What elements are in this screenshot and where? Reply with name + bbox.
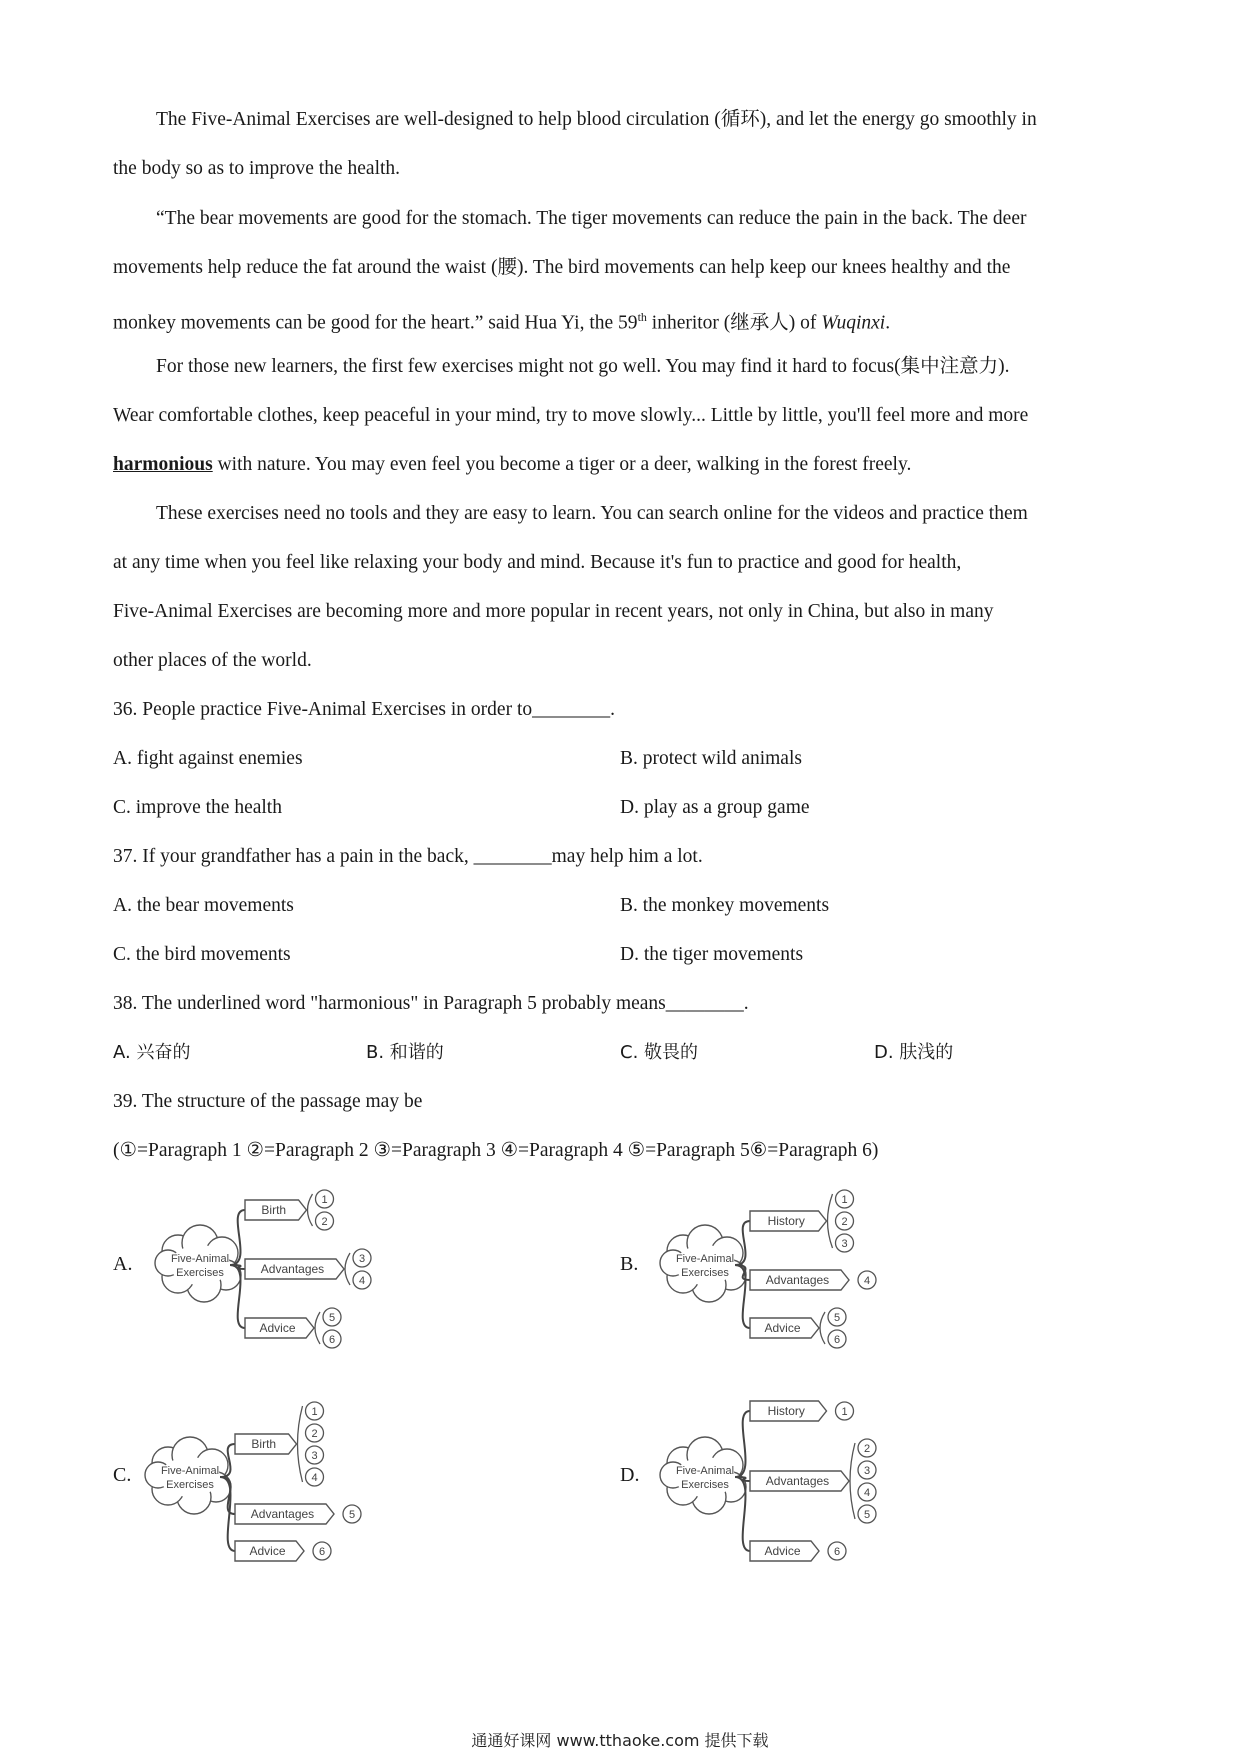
cloud-node (155, 1225, 241, 1302)
cloud-fill (675, 1457, 735, 1497)
branch-label: Advantages (250, 1507, 315, 1521)
branch-label: History (767, 1214, 805, 1228)
cloud-node (660, 1225, 746, 1302)
option-b[interactable]: B. the monkey movements (620, 895, 830, 916)
paragraph-number: 5 (833, 1312, 841, 1324)
superscript: th (637, 310, 647, 324)
underlined-keyword: harmonious (113, 454, 213, 475)
mind-map-c (145, 1382, 405, 1572)
mind-map-a (155, 1180, 415, 1350)
branch-label: Advantages (260, 1262, 325, 1276)
passage-line: For those new learners, the first few exercises might not go well. You may find it hard to focus(集中注意力). (156, 356, 1010, 377)
mind-map-b (660, 1180, 920, 1350)
paragraph-number: 2 (841, 1216, 848, 1228)
branch-label: Birth (251, 1437, 277, 1451)
option-b[interactable]: B. (620, 1253, 639, 1275)
center-label: Five-Animal (160, 1465, 220, 1477)
cloud-fill (160, 1457, 220, 1497)
paragraph-number: 3 (841, 1238, 848, 1250)
paragraph-number: 3 (311, 1450, 318, 1462)
paragraph-number: 5 (348, 1509, 356, 1521)
branch-label: Advantages (765, 1474, 830, 1488)
option-d[interactable]: D. 肤浅的 (874, 1042, 954, 1063)
question-stem: 36. People practice Five-Animal Exercises in order to________. (113, 699, 615, 720)
center-label: Exercises (681, 1479, 729, 1491)
cloud-node (145, 1437, 231, 1514)
passage-line: Wear comfortable clothes, keep peaceful in your mind, try to move slowly... Little by little, you'll feel more and more (113, 405, 1029, 426)
passage-line: at any time when you feel like relaxing your body and mind. Because it's fun to practice and good for health, (113, 552, 962, 573)
option-c[interactable]: C. (113, 1464, 132, 1486)
branch-label: Advice (764, 1321, 801, 1335)
mind-map-d (660, 1382, 950, 1572)
cloud-fill (675, 1245, 735, 1285)
passage-line (113, 453, 911, 477)
paragraph-number: 6 (328, 1334, 336, 1346)
paragraph-number: 4 (358, 1275, 366, 1287)
passage-line: other places of the world. (113, 650, 312, 671)
paragraph-number: 5 (863, 1509, 871, 1521)
brace-line (298, 1406, 303, 1482)
center-label: Exercises (681, 1267, 729, 1279)
text-span: with nature. You may even feel you become a tiger or a deer, walking in the forest freely. (212, 454, 912, 475)
passage-line: These exercises need no tools and they are easy to learn. You can search online for the videos and practice them (156, 503, 1028, 524)
brace-line (308, 1194, 313, 1226)
option-c[interactable]: C. 敬畏的 (620, 1042, 699, 1063)
center-label: Five-Animal (675, 1253, 735, 1265)
footer-credit: 通通好课网 www.tthaoke.com 提供下载 (471, 1731, 769, 1750)
brace-line (820, 1312, 825, 1344)
branch-label: Birth (261, 1203, 287, 1217)
passage-line (113, 305, 890, 336)
paragraph-number: 5 (328, 1312, 336, 1324)
paragraph-number: 6 (833, 1546, 841, 1558)
option-c[interactable]: C. the bird movements (113, 944, 291, 965)
brace-line (850, 1443, 855, 1519)
brace-line (345, 1253, 350, 1285)
question-stem: 37. If your grandfather has a pain in the back, ________may help him a lot. (113, 846, 703, 867)
passage-line: the body so as to improve the health. (113, 158, 401, 179)
title-emphasis: Wuqinxi (821, 312, 886, 334)
branch-label: Advice (764, 1544, 801, 1558)
paragraph-number: 4 (863, 1275, 871, 1287)
center-label: Five-Animal (675, 1465, 735, 1477)
branch-label: Advice (249, 1544, 286, 1558)
branch-label: History (767, 1404, 805, 1418)
option-d[interactable]: D. (620, 1464, 640, 1486)
passage-line: movements help reduce the fat around the waist (腰). The bird movements can help keep our knees healthy and the (113, 257, 1011, 278)
option-a[interactable]: A. 兴奋的 (113, 1042, 191, 1063)
center-label: Exercises (176, 1267, 224, 1279)
paragraph-number: 1 (841, 1406, 848, 1418)
option-b[interactable]: B. protect wild animals (620, 748, 802, 769)
paragraph-number: 2 (311, 1428, 318, 1440)
paragraph-number: 4 (311, 1472, 318, 1484)
paragraph-number: 1 (321, 1194, 328, 1206)
passage-line: The Five-Animal Exercises are well-designed to help blood circulation (循环), and let the energy go smoothly in (156, 109, 1037, 130)
text-span: . (885, 312, 891, 334)
center-label: Exercises (166, 1479, 214, 1491)
question-stem: 39. The structure of the passage may be (113, 1091, 423, 1112)
paragraph-number: 1 (841, 1194, 848, 1206)
paragraph-number: 3 (358, 1253, 366, 1265)
text-span: monkey movements can be good for the heart.” said Hua Yi, the 59 (113, 312, 638, 334)
paragraph-number: 2 (321, 1216, 328, 1228)
branch-label: Advantages (765, 1273, 830, 1287)
paragraph-key: (①=Paragraph 1 ②=Paragraph 2 ③=Paragraph 3 ④=Paragraph 4 ⑤=Paragraph 5⑥=Paragraph 6) (113, 1140, 879, 1161)
paragraph-number: 1 (311, 1406, 318, 1418)
option-a[interactable]: A. fight against enemies (113, 748, 303, 769)
text-span: inheritor (继承人) of (646, 312, 822, 334)
option-a[interactable]: A. (113, 1253, 133, 1275)
branch-label: Advice (259, 1321, 296, 1335)
cloud-node (660, 1437, 746, 1514)
passage-line: “The bear movements are good for the stomach. The tiger movements can reduce the pain in the back. The deer (156, 208, 1027, 229)
option-d[interactable]: D. the tiger movements (620, 944, 804, 965)
paragraph-number: 6 (833, 1334, 841, 1346)
paragraph-number: 4 (863, 1487, 871, 1499)
brace-line (828, 1194, 833, 1248)
question-stem: 38. The underlined word "harmonious" in Paragraph 5 probably means________. (113, 993, 749, 1014)
paragraph-number: 3 (863, 1465, 871, 1477)
option-b[interactable]: B. 和谐的 (366, 1042, 444, 1063)
paragraph-number: 6 (318, 1546, 326, 1558)
option-c[interactable]: C. improve the health (113, 797, 282, 818)
passage-line: Five-Animal Exercises are becoming more and more popular in recent years, not only in China, but also in many (113, 601, 994, 622)
paragraph-number: 2 (863, 1443, 871, 1455)
brace-line (315, 1312, 320, 1344)
center-label: Five-Animal (170, 1253, 230, 1265)
option-a[interactable]: A. the bear movements (113, 895, 294, 916)
cloud-fill (170, 1245, 230, 1285)
option-d[interactable]: D. play as a group game (620, 797, 810, 818)
